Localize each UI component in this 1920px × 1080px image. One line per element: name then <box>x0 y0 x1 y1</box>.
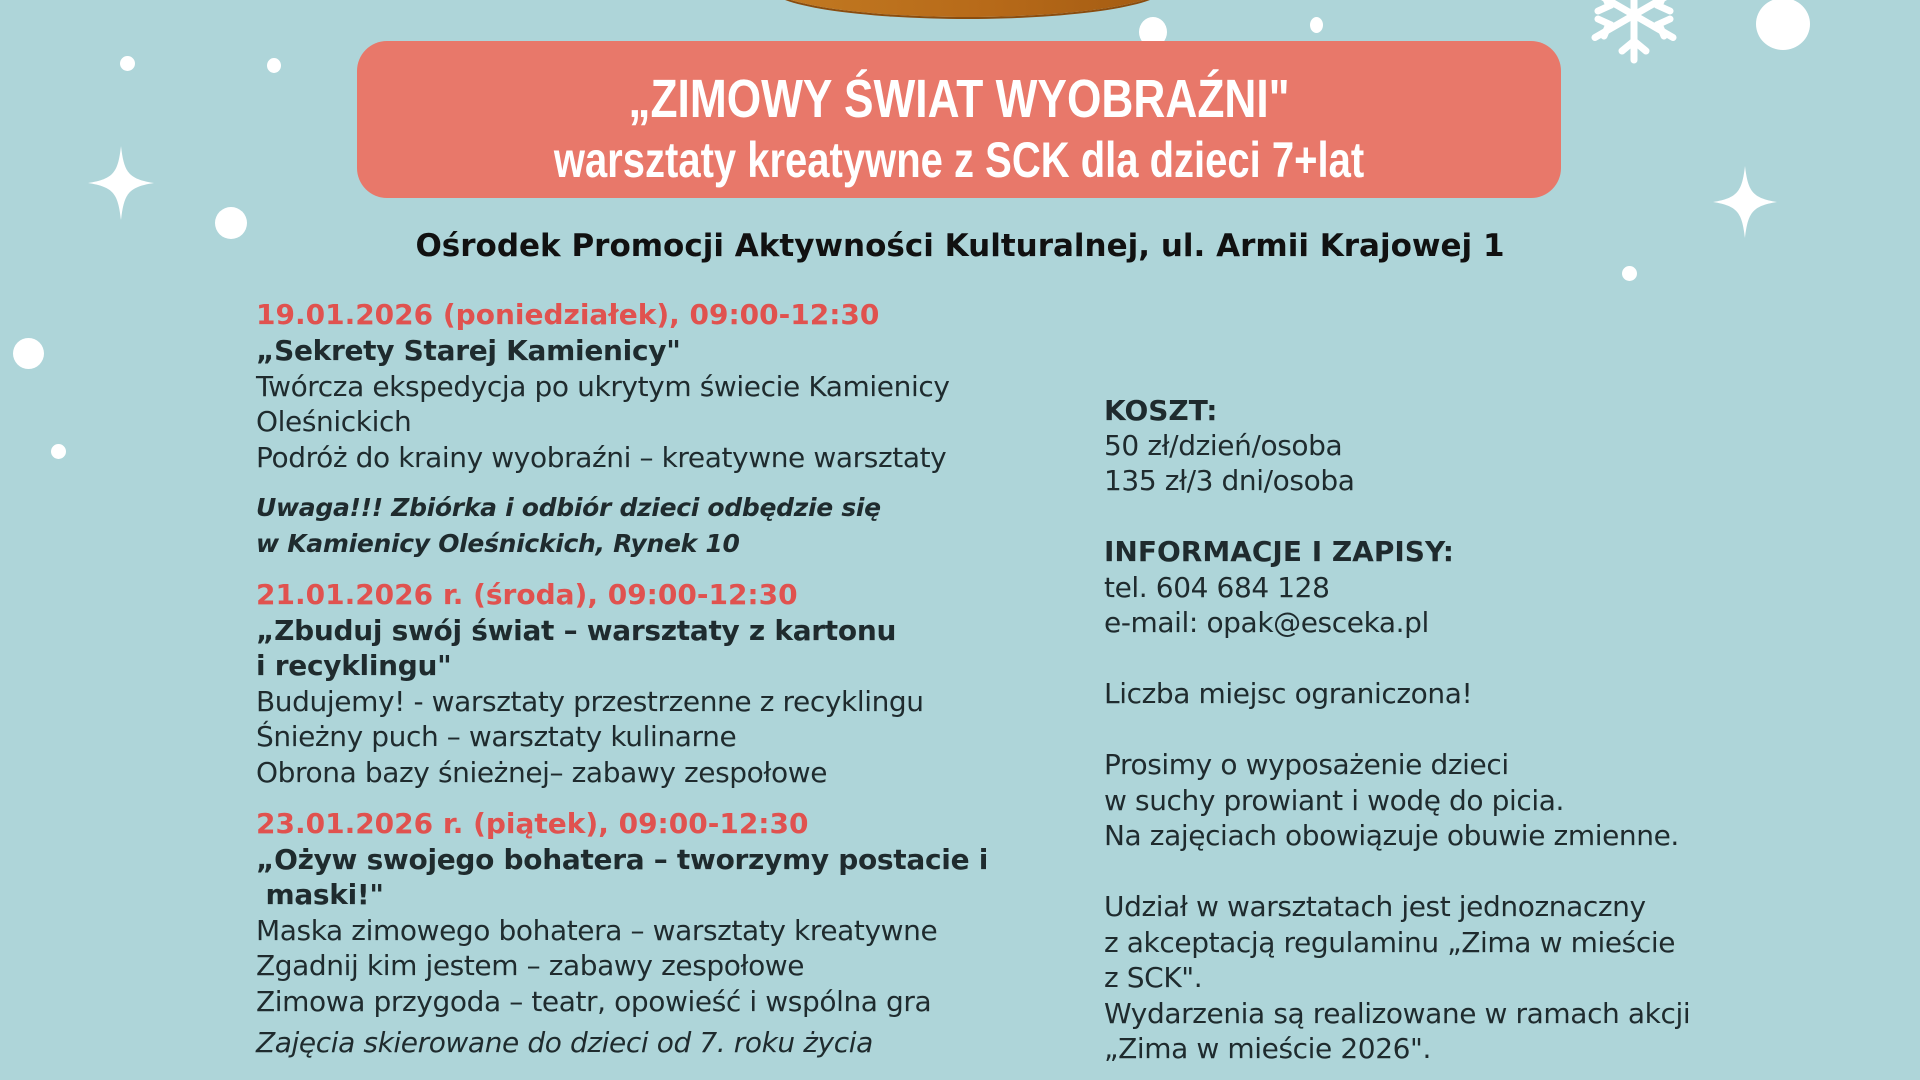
day-3-date: 23.01.2026 r. (piątek), 09:00-12:30 <box>256 807 809 840</box>
day-1-title: „Sekrety Starej Kamienicy" <box>256 334 681 367</box>
event-title: „ZIMOWY ŚWIAT WYOBRAŹNI" <box>628 69 1290 129</box>
supplies-note: w suchy prowiant i wodę do picia. <box>1104 784 1565 817</box>
day-1-note: Uwaga!!! Zbiórka i odbiór dzieci odbędzie się <box>256 493 881 522</box>
day-2-activity: Śnieżny puch – warsztaty kulinarne <box>256 720 737 753</box>
snow-dot <box>120 56 135 71</box>
supplies-note: Na zajęciach obowiązuje obuwie zmienne. <box>1104 819 1679 852</box>
cost-heading: KOSZT: <box>1104 394 1218 427</box>
terms-note: Wydarzenia są realizowane w ramach akcji <box>1104 997 1691 1030</box>
age-footnote: Zajęcia skierowane do dzieci od 7. roku życia <box>256 1026 873 1059</box>
terms-note: Udział w warsztatach jest jednoznaczny <box>1104 890 1646 923</box>
sparkle-star-icon <box>88 146 154 220</box>
contact-heading: INFORMACJE I ZAPISY: <box>1104 535 1454 568</box>
title-banner <box>357 41 1561 198</box>
day-3-activity: Zgadnij kim jestem – zabawy zespołowe <box>256 949 805 982</box>
day-3-activity: Maska zimowego bohatera – warsztaty kreatywne <box>256 914 938 947</box>
cost-three-days: 135 zł/3 dni/osoba <box>1104 464 1355 497</box>
terms-note: „Zima w mieście 2026". <box>1104 1032 1432 1065</box>
day-1-activity: Twórcza ekspedycja po ukrytym świecie Kamienicy <box>256 370 950 403</box>
snow-dot <box>267 58 281 73</box>
day-3-activity: Zimowa przygoda – teatr, opowieść i wspólna gra <box>256 985 932 1018</box>
email-address[interactable]: e-mail: opak@esceka.pl <box>1104 606 1429 639</box>
snow-dot <box>1310 17 1323 33</box>
terms-note: z akceptacją regulaminu „Zima w mieście <box>1104 926 1676 959</box>
snowflake-icon <box>1584 0 1684 65</box>
day-1-note: w Kamienicy Oleśnickich, Rynek 10 <box>256 529 740 558</box>
top-ornament <box>770 0 1165 17</box>
day-3-title: „Ożyw swojego bohatera – tworzymy postacie i <box>256 843 989 876</box>
snow-dot <box>1756 0 1810 50</box>
day-1-activity: Podróż do krainy wyobraźni – kreatywne warsztaty <box>256 441 947 474</box>
venue-address: Ośrodek Promocji Aktywności Kulturalnej, ul. Armii Krajowej 1 <box>415 228 1505 264</box>
event-subtitle: warsztaty kreatywne z SCK dla dzieci 7+lat <box>553 132 1365 188</box>
snow-dot <box>1622 266 1637 281</box>
day-1-date: 19.01.2026 (poniedziałek), 09:00-12:30 <box>256 298 880 331</box>
snow-dot <box>51 444 66 459</box>
day-2-title: „Zbuduj swój świat – warsztaty z kartonu <box>256 614 897 647</box>
limited-places: Liczba miejsc ograniczona! <box>1104 677 1473 710</box>
phone-number[interactable]: tel. 604 684 128 <box>1104 571 1330 604</box>
cost-per-day: 50 zł/dzień/osoba <box>1104 429 1343 462</box>
day-2-title: i recyklingu" <box>256 649 452 682</box>
day-2-activity: Obrona bazy śnieżnej– zabawy zespołowe <box>256 756 828 789</box>
day-3-title: maski!" <box>256 878 384 911</box>
supplies-note: Prosimy o wyposażenie dzieci <box>1104 748 1509 781</box>
day-2-date: 21.01.2026 r. (środa), 09:00-12:30 <box>256 578 798 611</box>
terms-note: z SCK". <box>1104 961 1203 994</box>
snow-dot <box>13 338 44 369</box>
day-1-activity: Oleśnickich <box>256 405 412 438</box>
day-2-activity: Budujemy! - warsztaty przestrzenne z recyklingu <box>256 685 924 718</box>
